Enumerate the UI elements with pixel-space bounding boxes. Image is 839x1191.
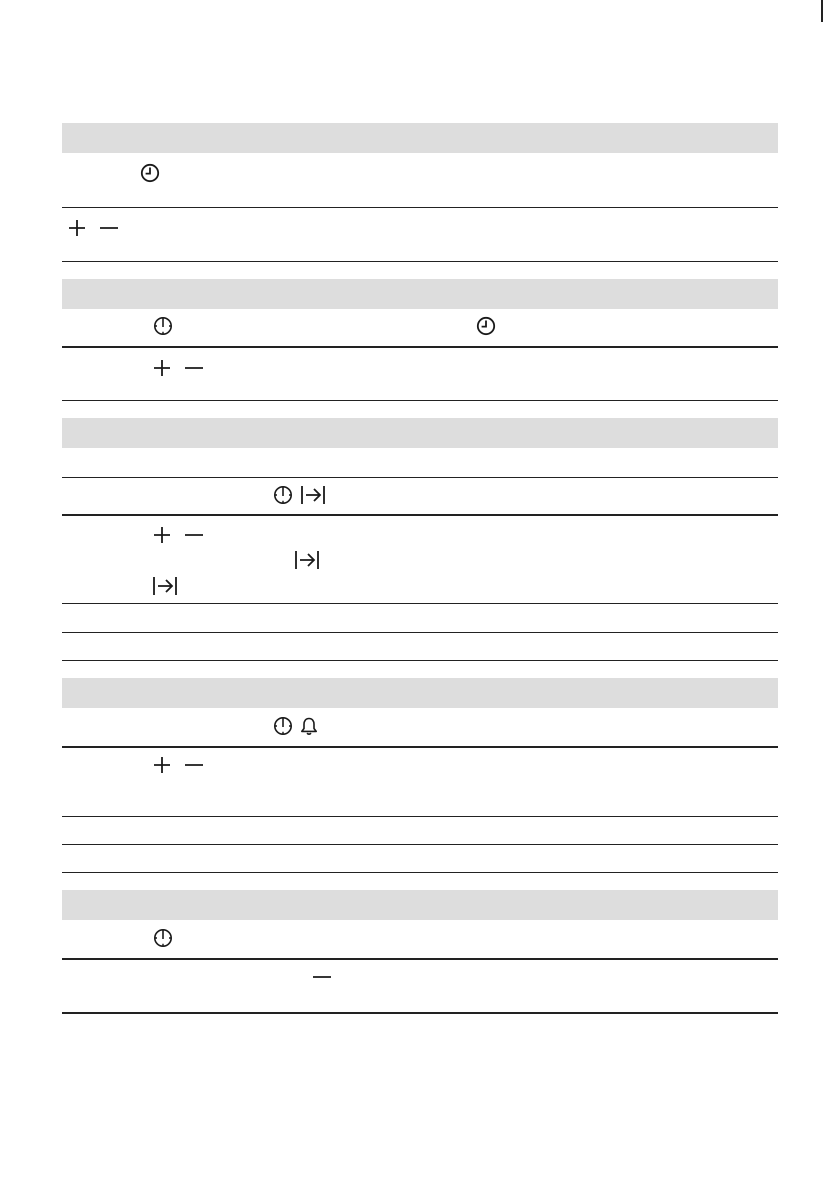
section-band-cancel (62, 890, 778, 920)
plus-icon (152, 755, 172, 775)
end-arrow-icon (294, 550, 320, 570)
section-band-end (62, 418, 778, 448)
bell-icon (299, 716, 319, 736)
clock-icon (476, 316, 496, 336)
timer-icon (153, 928, 173, 948)
end-arrow-icon (152, 576, 178, 596)
row-divider (62, 958, 778, 960)
minus-icon (99, 218, 119, 238)
section-band-time-of-day (62, 123, 778, 153)
section-band-change-time (62, 279, 778, 309)
minus-icon (184, 755, 204, 775)
section-band-minute-minder (62, 678, 778, 708)
section-end-rule (62, 400, 778, 401)
section-end-rule (62, 261, 778, 262)
minus-icon (184, 525, 204, 545)
row-divider (62, 346, 778, 348)
row-divider (62, 816, 778, 817)
section-end-rule (62, 872, 778, 873)
end-arrow-icon (300, 485, 326, 505)
plus-icon (152, 358, 172, 378)
row-divider (62, 477, 778, 478)
timer-icon (153, 316, 173, 336)
row-divider (62, 632, 778, 633)
minus-icon (312, 967, 332, 987)
clock-icon (140, 163, 160, 183)
section-end-rule (62, 660, 778, 661)
row-divider (62, 844, 778, 845)
row-divider (62, 746, 778, 748)
page-edge-marker (821, 0, 823, 22)
minus-icon (184, 358, 204, 378)
plus-icon (152, 525, 172, 545)
row-divider (62, 207, 778, 208)
row-divider (62, 603, 778, 604)
table-end-rule (62, 1012, 778, 1014)
plus-icon (67, 218, 87, 238)
row-divider (62, 514, 778, 516)
timer-icon (273, 716, 293, 736)
timer-icon (273, 485, 293, 505)
